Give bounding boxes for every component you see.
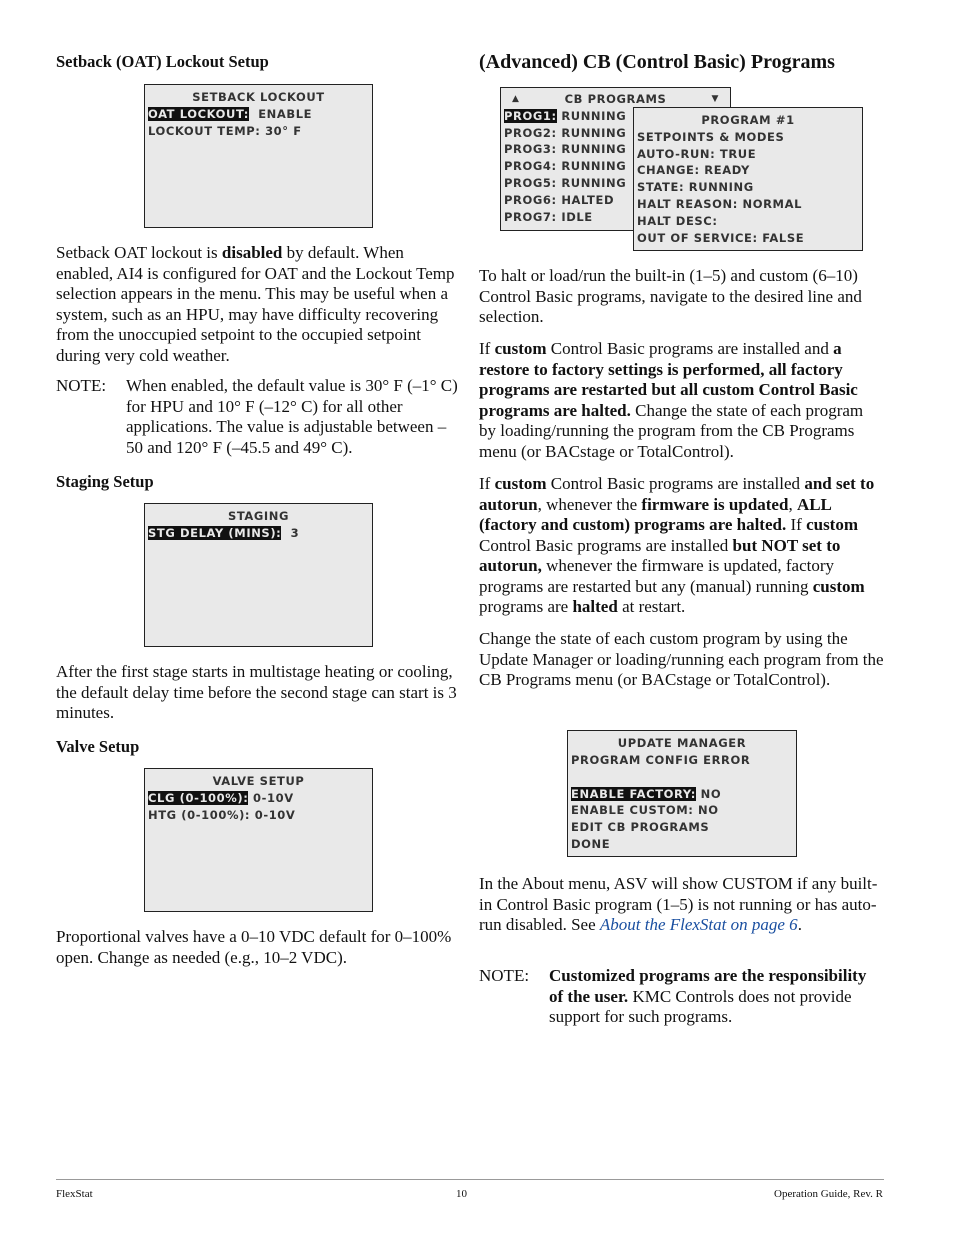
text-segment: Proportional valves have a 0–10 VDC default for 0–100% open. Change as needed (e.g., 10–2 VDC). xyxy=(56,927,452,967)
program-detail-row: HALT DESC: xyxy=(637,213,718,228)
oat-lockout-value: ENABLE xyxy=(258,106,313,121)
down-arrow-icon: ▼ xyxy=(711,94,719,104)
bold-text: disabled xyxy=(221,243,283,262)
lcd-title: SETBACK LOCKOUT xyxy=(192,90,325,104)
up-arrow-icon: ▲ xyxy=(512,94,520,104)
text-segment: at restart. xyxy=(617,597,686,616)
bold-text: a restore to factory settings is performed, all factory programs are restarted but all custom Control Basic programs are halted. xyxy=(479,339,858,420)
text-segment: Change the state of each program by loading/running the program from the CB Programs menu (or BACstage or TotalControl). xyxy=(479,400,864,461)
valve-heading: Valve Setup xyxy=(56,737,140,756)
setback-paragraph xyxy=(56,243,460,366)
program-state: RUNNING xyxy=(561,175,627,190)
program-state: HALTED xyxy=(561,192,615,207)
text-segment: KMC Controls does not provide support for such programs. xyxy=(549,986,852,1026)
cb-paragraph-4 xyxy=(479,629,884,691)
stg-delay-label: STG DELAY (MINS): xyxy=(148,525,282,540)
cb-paragraph-1 xyxy=(479,266,884,328)
text-segment: , whenever the xyxy=(537,494,642,514)
program-detail-row: OUT OF SERVICE: FALSE xyxy=(637,230,805,245)
cb-paragraph-5 xyxy=(479,874,884,936)
staging-paragraph xyxy=(56,662,460,724)
note-label: NOTE: xyxy=(56,376,107,395)
text-segment: After the first stage starts in multistage heating or cooling, the default delay time before the second stage can start is 3 minutes. xyxy=(56,662,457,722)
text-segment: When enabled, the default value is 30° F (–1° C) for HPU and 10° F (–12° C) for all other applications. The value is adjustable between –50 and 120° F (–45.5 and 49° C). xyxy=(126,376,458,457)
stg-delay-value: 3 xyxy=(290,525,300,540)
bold-text: custom xyxy=(494,339,547,358)
note-label: NOTE: xyxy=(479,966,530,985)
bold-text: ALL (factory and custom) programs are halted. xyxy=(479,494,831,534)
page-number: 10 xyxy=(456,1188,467,1200)
cb-programs-heading: (Advanced) CB (Control Basic) Programs xyxy=(479,51,835,73)
note-text xyxy=(549,966,884,1028)
text-segment: . xyxy=(797,915,802,934)
htg-row: HTG (0-100%): 0-10V xyxy=(148,807,296,822)
text-segment: programs are xyxy=(479,597,573,616)
bold-text: but NOT set to autorun, xyxy=(479,535,841,575)
program-label: PROG7: xyxy=(504,209,557,224)
program-detail-row: CHANGE: READY xyxy=(637,163,750,178)
program-state: RUNNING xyxy=(561,108,627,123)
bold-text: firmware is updated xyxy=(641,494,789,514)
edit-cb-programs: EDIT CB PROGRAMS xyxy=(571,820,710,835)
text-segment: whenever the firmware is updated, factory programs are restarted but any (manual) running xyxy=(479,556,835,596)
program-detail-row: STATE: RUNNING xyxy=(637,180,754,195)
program-label: PROG5: xyxy=(504,175,557,190)
update-manager-screen xyxy=(567,730,797,857)
enable-factory-label: ENABLE FACTORY: xyxy=(571,786,696,801)
footer-divider xyxy=(56,1179,884,1180)
program-state: RUNNING xyxy=(561,142,627,157)
program-state: RUNNING xyxy=(561,125,627,140)
text-segment: If xyxy=(479,474,495,493)
oat-lockout-label: OAT LOCKOUT: xyxy=(148,106,249,121)
program-state: IDLE xyxy=(561,209,593,224)
cross-reference-link[interactable]: About the FlexStat on page 6 xyxy=(599,915,798,934)
bold-text: Customized programs are the responsibility of the user. xyxy=(549,966,867,1006)
clg-label: CLG (0-100%): xyxy=(148,790,249,805)
footer-left: FlexStat xyxy=(56,1188,93,1200)
program-state: RUNNING xyxy=(561,159,627,174)
valve-setup-screen xyxy=(144,768,373,912)
program-detail-row: SETPOINTS & MODES xyxy=(637,129,785,144)
program-config-error: PROGRAM CONFIG ERROR xyxy=(571,752,751,767)
setback-heading: Setback (OAT) Lockout Setup xyxy=(56,52,269,71)
text-segment: , xyxy=(788,494,797,514)
bold-text: custom xyxy=(812,576,865,596)
setback-note xyxy=(56,376,460,458)
text-segment: Setback OAT lockout is xyxy=(56,243,222,262)
enable-factory-value: NO xyxy=(700,786,722,801)
text-segment: Control Basic programs are installed and xyxy=(546,339,834,358)
program-label: PROG2: xyxy=(504,125,557,140)
valve-paragraph xyxy=(56,927,460,968)
text-segment: Control Basic programs are installed xyxy=(546,474,805,493)
lcd-title: PROGRAM #1 xyxy=(701,113,795,127)
text-segment: To halt or load/run the built-in (1–5) and custom (6–10) Control Basic programs, navigate to the desired line and selection. xyxy=(479,266,862,326)
lockout-temp: LOCKOUT TEMP: 30° F xyxy=(148,123,302,138)
staging-screen xyxy=(144,503,373,647)
staging-heading: Staging Setup xyxy=(56,472,154,491)
footer-right: Operation Guide, Rev. R xyxy=(774,1188,883,1200)
clg-value: 0-10V xyxy=(253,790,294,805)
program-label: PROG3: xyxy=(504,142,557,157)
setback-lockout-screen xyxy=(144,84,373,228)
lcd-title: VALVE SETUP xyxy=(212,774,305,788)
text-segment: Change the state of each custom program by using the Update Manager or loading/running each program from the CB Programs menu (or BACstage or TotalControl). xyxy=(479,629,884,689)
text-segment: by default. When enabled, AI4 is configured for OAT and the Lockout Temp selection appears in the menu. This may be useful when a system, such as an HPU, may have difficulty recovering from the unoccupied setpoint to the occupied setpoint during very cold weather. xyxy=(56,243,455,365)
text-segment: If xyxy=(786,515,807,534)
bold-text: custom xyxy=(806,515,859,534)
program-1-screen xyxy=(633,107,863,251)
cb-note xyxy=(479,966,884,1028)
text-segment: Control Basic programs are installed xyxy=(479,535,733,555)
program-label: PROG1: xyxy=(504,108,557,123)
text-segment: If xyxy=(479,339,495,358)
program-detail-row: HALT REASON: NORMAL xyxy=(637,196,803,211)
done: DONE xyxy=(571,836,611,851)
text-segment: In the About menu, ASV will show CUSTOM if any built-in Control Basic program (1–5) is not running or has auto-run disabled. See xyxy=(479,874,878,934)
lcd-title: UPDATE MANAGER xyxy=(617,736,747,750)
note-text xyxy=(126,376,460,458)
bold-text: custom xyxy=(494,474,547,493)
bold-text: halted xyxy=(572,597,618,616)
lcd-title: STAGING xyxy=(227,509,290,523)
program-label: PROG4: xyxy=(504,159,557,174)
enable-custom: ENABLE CUSTOM: NO xyxy=(571,803,719,818)
cb-paragraph-3 xyxy=(479,474,887,618)
lcd-title: CB PROGRAMS xyxy=(564,92,667,106)
program-detail-row: AUTO-RUN: TRUE xyxy=(637,146,757,161)
program-label: PROG6: xyxy=(504,192,557,207)
cb-paragraph-2 xyxy=(479,339,884,462)
bold-text: and set to autorun xyxy=(479,474,875,514)
